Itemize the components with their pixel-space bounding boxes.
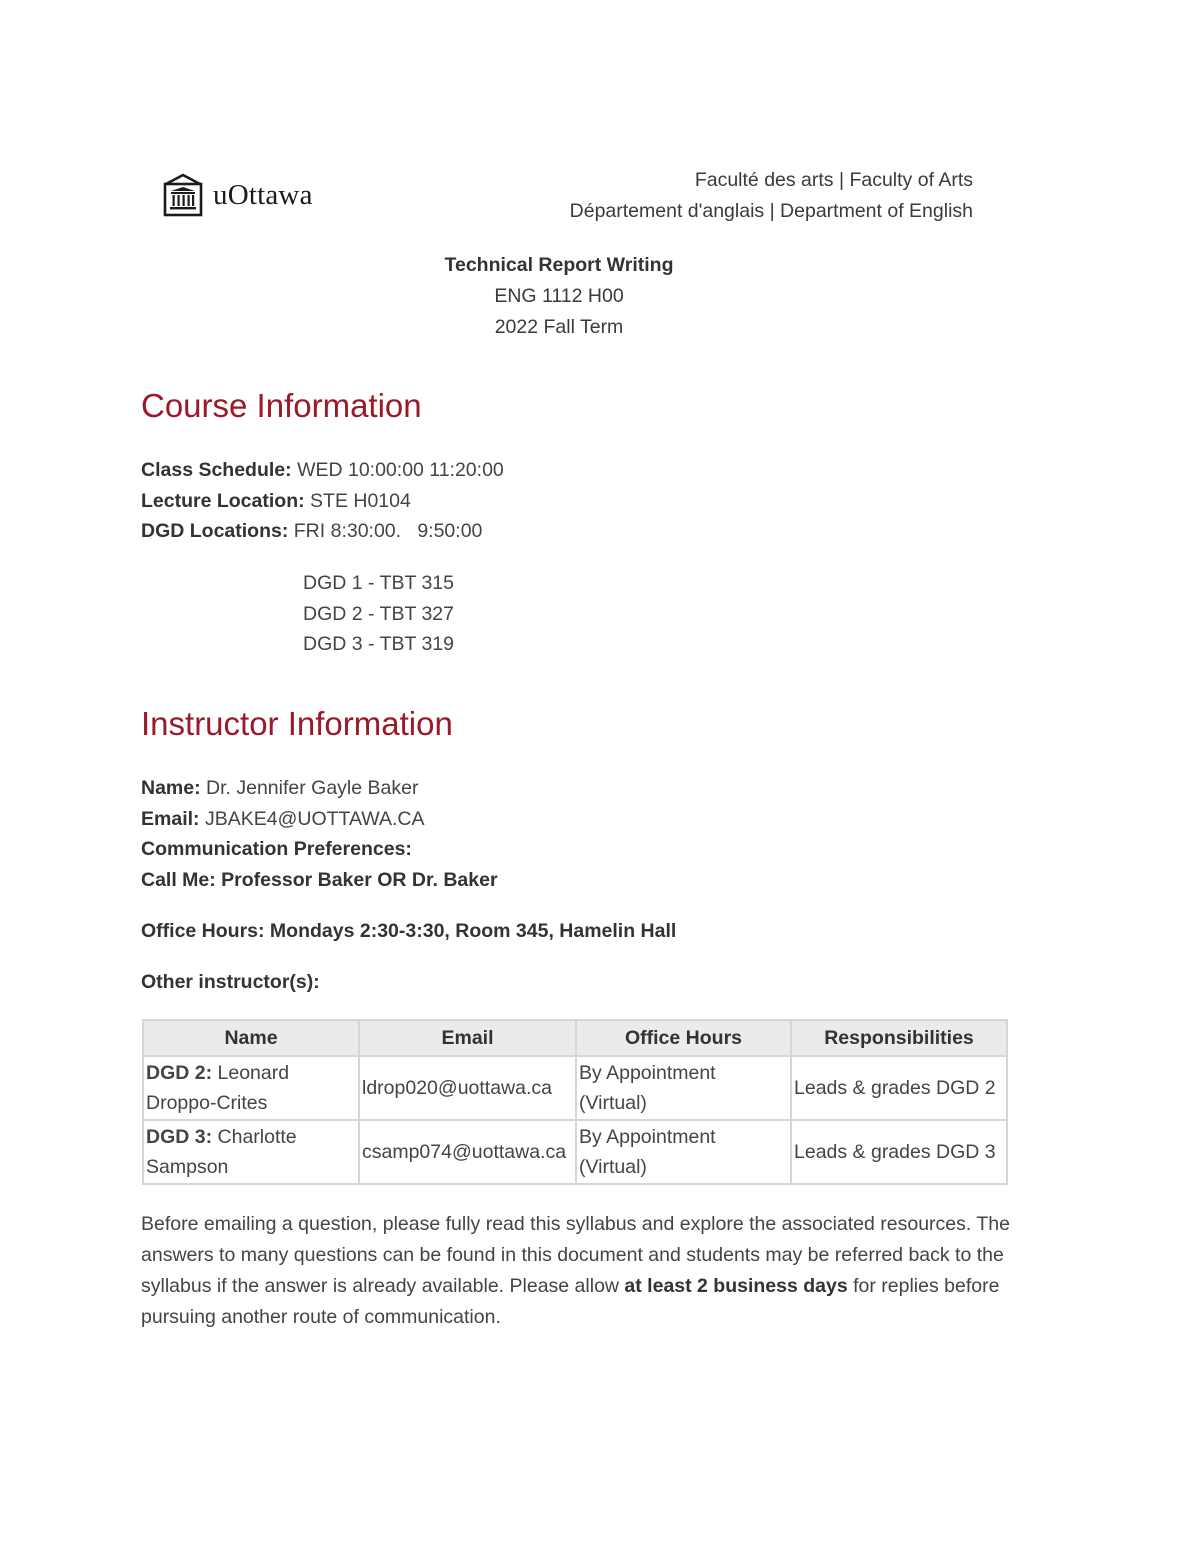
communication-preferences-label: Communication Preferences: — [141, 838, 412, 860]
uottawa-logo — [163, 172, 313, 218]
email-cell — [359, 1056, 576, 1120]
class-schedule-value: WED 10:00:00 11:20:00 — [297, 459, 504, 481]
responsibilities-cell: Leads & grades DGD 3 — [791, 1120, 1007, 1184]
instructor-information-heading: Instructor Information — [141, 705, 453, 742]
name-cell — [143, 1056, 359, 1120]
table-row — [143, 1056, 1007, 1120]
faculty-header — [570, 165, 973, 227]
dgd-locations-label: DGD Locations: — [141, 520, 289, 542]
office-hours — [141, 916, 676, 947]
logo-wordmark: uOttawa — [213, 178, 313, 211]
email-guidance-paragraph — [141, 1209, 1061, 1333]
dgd-room-list — [303, 568, 454, 660]
lecture-location-label: Lecture Location: — [141, 489, 305, 512]
ta-name: Charlotte Sampson — [146, 1125, 297, 1178]
instructor-name-value: Dr. Jennifer Gayle Baker — [206, 777, 419, 799]
dgd-locations-value: FRI 8:30:00. 9:50:00 — [293, 520, 483, 542]
ta-email-link[interactable]: csamp074@uottawa.ca — [362, 1140, 567, 1163]
other-instructors-table — [142, 1019, 1008, 1185]
department-name: Département d'anglais | Department of English — [569, 200, 973, 222]
other-instructors-label: Other instructor(s): — [141, 971, 320, 993]
dgd-locations — [141, 516, 504, 547]
office-hours-text: Office Hours: Mondays 2:30-3:30, Room 345, Hamelin Hall — [141, 920, 677, 942]
name-cell — [143, 1120, 359, 1184]
table-header-row — [143, 1020, 1007, 1056]
class-schedule — [141, 455, 504, 486]
course-title: Technical Report Writing — [444, 254, 674, 276]
ta-email-link[interactable]: ldrop020@uottawa.ca — [362, 1076, 553, 1099]
faculty-name: Faculté des arts | Faculty of Arts — [694, 169, 973, 191]
course-code: ENG 1112 H00 — [494, 285, 624, 307]
dgd-role: DGD 3: — [146, 1125, 213, 1148]
guidance-emphasis: at least 2 business days — [624, 1275, 848, 1297]
column-header: Name — [143, 1020, 359, 1056]
course-heading — [0, 250, 1118, 343]
instructor-email-label: Email: — [141, 807, 200, 830]
column-header: Email — [359, 1020, 576, 1056]
instructor-email-value: JBAKE4@UOTTAWA.CA — [204, 807, 425, 830]
instructor-email — [141, 804, 498, 835]
column-header: Responsibilities — [791, 1020, 1007, 1056]
ta-name: Leonard Droppo-Crites — [146, 1061, 290, 1114]
guidance-text-before: Before emailing a question, please fully read this syllabus and explore the associated resources. The answers to many questions can be found in this document and students may be referred back to the syllabus if the answer is already available. Please allow — [141, 1213, 1010, 1297]
call-me-text: Call Me: Professor Baker OR Dr. Baker — [141, 868, 498, 891]
dgd-role: DGD 2: — [146, 1061, 213, 1084]
guidance-text-after: for replies before pursuing another route of communication. — [141, 1275, 1000, 1328]
responsibilities-cell: Leads & grades DGD 2 — [791, 1056, 1007, 1120]
dgd-room-item: DGD 1 - TBT 315 — [303, 572, 455, 594]
university-building-icon — [163, 173, 203, 217]
course-term: 2022 Fall Term — [494, 316, 624, 338]
course-information-heading: Course Information — [141, 387, 422, 424]
instructor-name-label: Name: — [141, 777, 201, 799]
office-hours-cell: By Appointment (Virtual) — [576, 1056, 791, 1120]
email-cell — [359, 1120, 576, 1184]
instructor-details — [141, 773, 498, 895]
communication-preferences — [141, 834, 498, 865]
column-header: Office Hours — [576, 1020, 791, 1056]
table-row — [143, 1120, 1007, 1184]
other-instructors — [141, 967, 320, 998]
lecture-location — [141, 486, 504, 517]
dgd-room-item: DGD 2 - TBT 327 — [303, 602, 455, 625]
call-me — [141, 865, 498, 896]
lecture-location-value: STE H0104 — [310, 489, 411, 512]
instructor-name — [141, 773, 498, 804]
class-schedule-label: Class Schedule: — [141, 459, 292, 481]
dgd-room-item: DGD 3 - TBT 319 — [303, 633, 455, 655]
office-hours-cell: By Appointment (Virtual) — [576, 1120, 791, 1184]
course-details — [141, 455, 504, 547]
